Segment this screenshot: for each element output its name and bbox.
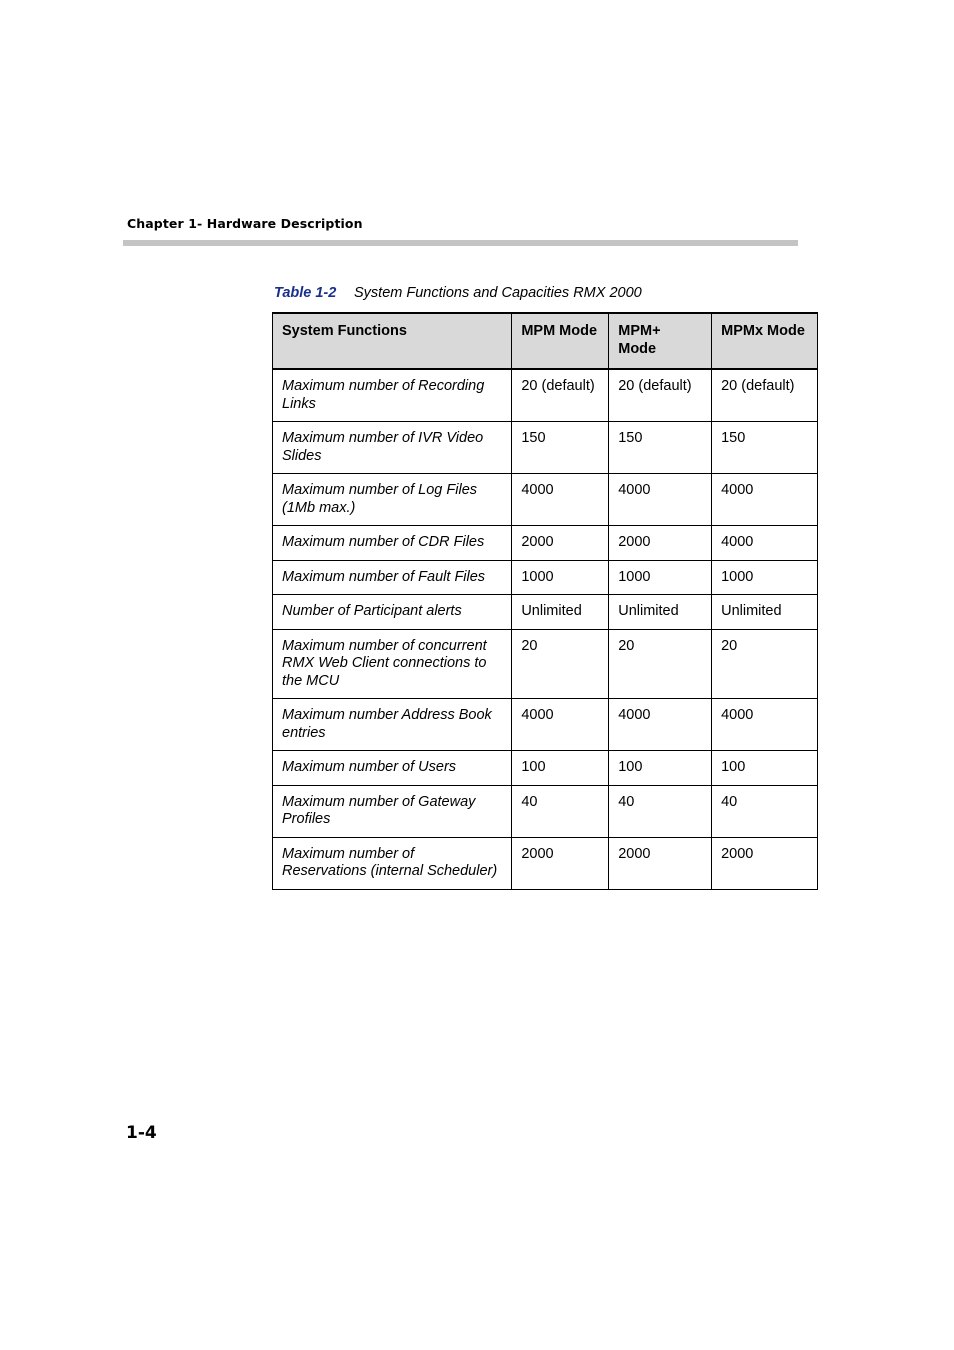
table-header-row: [273, 313, 818, 369]
capacities-table: [272, 312, 818, 890]
function-cell: Maximum number of Gateway Profiles: [273, 785, 512, 837]
column-header: MPMx Mode: [712, 313, 818, 369]
value-cell: 100: [609, 751, 712, 786]
table-row: [273, 560, 818, 595]
function-cell: Maximum number of Reservations (internal Scheduler): [273, 837, 512, 889]
value-cell: 20: [609, 629, 712, 699]
value-cell: 150: [512, 422, 609, 474]
table-row: [273, 526, 818, 561]
value-cell: 150: [609, 422, 712, 474]
value-cell: 2000: [609, 837, 712, 889]
value-cell: 4000: [512, 474, 609, 526]
value-cell: 4000: [609, 474, 712, 526]
function-cell: Maximum number of Fault Files: [273, 560, 512, 595]
function-cell: Maximum number of Users: [273, 751, 512, 786]
table-row: [273, 369, 818, 422]
table-title: System Functions and Capacities RMX 2000: [354, 285, 642, 301]
value-cell: 4000: [712, 526, 818, 561]
value-cell: 4000: [609, 699, 712, 751]
table-row: [273, 474, 818, 526]
value-cell: 4000: [712, 474, 818, 526]
value-cell: Unlimited: [512, 595, 609, 630]
value-cell: Unlimited: [609, 595, 712, 630]
value-cell: 2000: [512, 837, 609, 889]
value-cell: 150: [712, 422, 818, 474]
table-row: [273, 751, 818, 786]
table-row: [273, 837, 818, 889]
value-cell: 40: [712, 785, 818, 837]
value-cell: 20: [712, 629, 818, 699]
value-cell: 40: [512, 785, 609, 837]
value-cell: 20 (default): [712, 369, 818, 422]
page-number: 1-4: [126, 1123, 157, 1143]
table-row: [273, 422, 818, 474]
value-cell: 2000: [512, 526, 609, 561]
value-cell: 2000: [609, 526, 712, 561]
function-cell: Maximum number of CDR Files: [273, 526, 512, 561]
column-header: MPM+ Mode: [609, 313, 712, 369]
table-row: [273, 595, 818, 630]
column-header: System Functions: [273, 313, 512, 369]
value-cell: 1000: [512, 560, 609, 595]
table-number: Table 1-2: [274, 285, 337, 301]
value-cell: 20: [512, 629, 609, 699]
header-rule: [123, 240, 798, 246]
table-caption: [274, 285, 642, 301]
function-cell: Maximum number of Log Files (1Mb max.): [273, 474, 512, 526]
chapter-header: Chapter 1- Hardware Description: [127, 216, 363, 231]
table-row: [273, 699, 818, 751]
value-cell: 40: [609, 785, 712, 837]
function-cell: Maximum number of Recording Links: [273, 369, 512, 422]
value-cell: 1000: [712, 560, 818, 595]
value-cell: 2000: [712, 837, 818, 889]
value-cell: 4000: [512, 699, 609, 751]
value-cell: Unlimited: [712, 595, 818, 630]
function-cell: Maximum number Address Book entries: [273, 699, 512, 751]
value-cell: 100: [712, 751, 818, 786]
column-header: MPM Mode: [512, 313, 609, 369]
table-row: [273, 785, 818, 837]
function-cell: Number of Participant alerts: [273, 595, 512, 630]
table-row: [273, 629, 818, 699]
function-cell: Maximum number of concurrent RMX Web Client connections to the MCU: [273, 629, 512, 699]
value-cell: 4000: [712, 699, 818, 751]
value-cell: 20 (default): [609, 369, 712, 422]
value-cell: 1000: [609, 560, 712, 595]
value-cell: 100: [512, 751, 609, 786]
value-cell: 20 (default): [512, 369, 609, 422]
function-cell: Maximum number of IVR Video Slides: [273, 422, 512, 474]
